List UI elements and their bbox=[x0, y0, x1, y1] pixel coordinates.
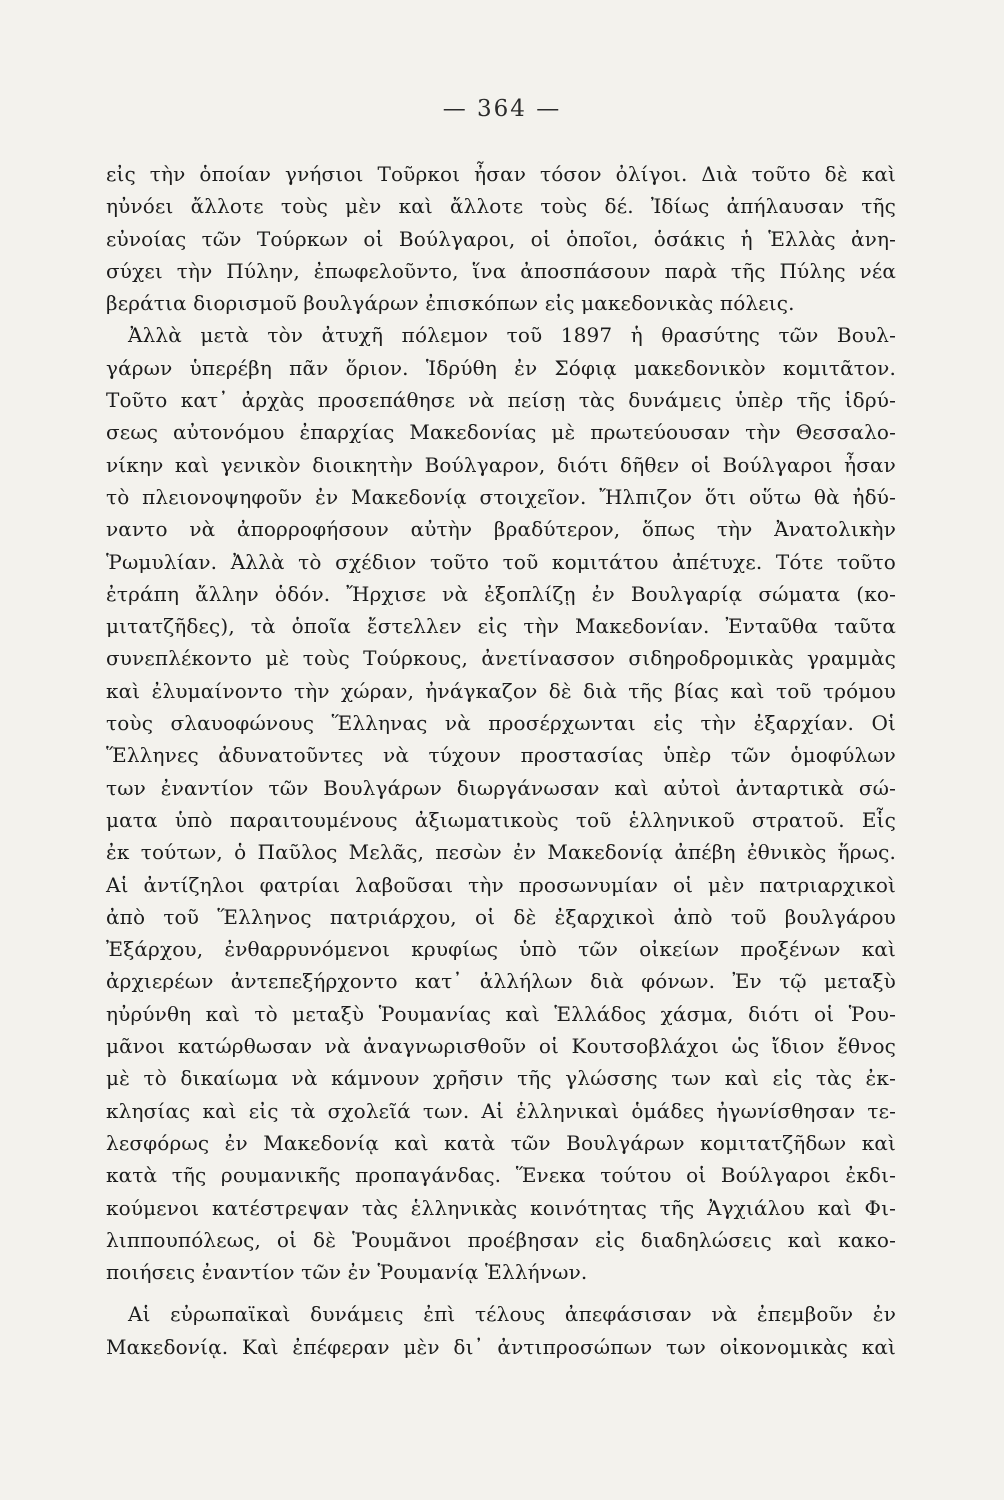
text-line: συνεπλέκοντο μὲ τοὺς Τούρκους, ἀνετίνασσον σιδηροδρομικὰς γραμμὰς bbox=[106, 646, 896, 671]
body-text bbox=[106, 158, 896, 1363]
text-line: εὐνοίας τῶν Τούρκων οἱ Βούλγαροι, οἱ ὁποῖοι, ὁσάκις ἡ Ἑλλὰς ἀνη- bbox=[106, 226, 896, 251]
text-line: κλησίας καὶ εἰς τὰ σχολεῖά των. Αἱ ἑλληνικαὶ ὁμάδες ἠγωνίσθησαν τε- bbox=[106, 1098, 896, 1123]
text-line: σεως αὐτονόμου ἐπαρχίας Μακεδονίας μὲ πρωτεύουσαν τὴν Θεσσαλο- bbox=[106, 420, 896, 445]
text-line: ποιήσεις ἐναντίον τῶν ἐν Ῥουμανίᾳ Ἑλλήνων. bbox=[106, 1260, 588, 1285]
text-line: ηὐνόει ἄλλοτε τοὺς μὲν καὶ ἄλλοτε τοὺς δέ. Ἰδίως ἀπήλαυσαν τῆς bbox=[106, 194, 896, 219]
text-line: Αἱ ἀντίζηλοι φατρίαι λαβοῦσαι τὴν προσωνυμίαν οἱ μὲν πατριαρχικοὶ bbox=[106, 872, 896, 897]
text-line: ματα ὑπὸ παραιτουμένους ἀξιωματικοὺς τοῦ ἑλληνικοῦ στρατοῦ. Εἷς bbox=[106, 807, 896, 832]
text-line: νίκην καὶ γενικὸν διοικητὴν Βούλγαρον, διότι δῆθεν οἱ Βούλγαροι ἦσαν bbox=[106, 452, 896, 477]
text-line: καὶ ἐλυμαίνοντο τὴν χώραν, ἠνάγκαζον δὲ διὰ τῆς βίας καὶ τοῦ τρόμου bbox=[106, 678, 896, 703]
text-line: εἰς τὴν ὁποίαν γνήσιοι Τοῦρκοι ἦσαν τόσον ὀλίγοι. Διὰ τοῦτο δὲ καὶ bbox=[106, 162, 896, 186]
text-line: Ἕλληνες ἀδυνατοῦντες νὰ τύχουν προστασίας ὑπὲρ τῶν ὁμοφύλων bbox=[106, 743, 896, 768]
text-line: τοὺς σλαυοφώνους Ἕλληνας νὰ προσέρχωνται εἰς τὴν ἐξαρχίαν. Οἱ bbox=[106, 711, 896, 736]
text-line: ηὐρύνθη καὶ τὸ μεταξὺ Ῥουμανίας καὶ Ἑλλάδος χάσμα, διότι οἱ Ῥου- bbox=[106, 1001, 896, 1026]
text-line: μὲ τὸ δικαίωμα νὰ κάμνουν χρῆσιν τῆς γλώσσης των καὶ εἰς τὰς ἐκ- bbox=[106, 1066, 896, 1091]
text-line: των ἐναντίον τῶν Βουλγάρων διωργάνωσαν καὶ αὐτοὶ ἀνταρτικὰ σώ- bbox=[106, 775, 896, 800]
text-line: λιππουπόλεως, οἱ δὲ Ῥουμᾶνοι προέβησαν εἰς διαδηλώσεις καὶ κακο- bbox=[106, 1227, 896, 1252]
text-line: ναντο νὰ ἀπορροφήσουν αὐτὴν βραδύτερον, ὅπως τὴν Ἀνατολικὴν bbox=[106, 517, 896, 542]
text-line: βεράτια διορισμοῦ βουλγάρων ἐπισκόπων εἰς μακεδονικὰς πόλεις. bbox=[106, 291, 795, 316]
text-line: Μακεδονίᾳ. Καὶ ἐπέφεραν μὲν δι᾽ ἀντιπροσώπων των οἰκονομικὰς καὶ bbox=[106, 1334, 896, 1359]
text-line: ἐτράπη ἄλλην ὁδόν. Ἤρχισε νὰ ἐξοπλίζῃ ἐν Βουλγαρίᾳ σώματα (κο- bbox=[106, 581, 896, 606]
text-line: κούμενοι κατέστρεψαν τὰς ἑλληνικὰς κοινότητας τῆς Ἀγχιάλου καὶ Φι- bbox=[106, 1195, 896, 1220]
text-line: κατὰ τῆς ρουμανικῆς προπαγάνδας. Ἕνεκα τούτου οἱ Βούλγαροι ἐκδι- bbox=[106, 1163, 896, 1188]
text-line: Ῥωμυλίαν. Ἀλλὰ τὸ σχέδιον τοῦτο τοῦ κομιτάτου ἀπέτυχε. Τότε τοῦτο bbox=[106, 549, 896, 574]
text-line: ἐκ τούτων, ὁ Παῦλος Μελᾶς, πεσὼν ἐν Μακεδονίᾳ ἀπέβη ἐθνικὸς ἥρως. bbox=[106, 840, 896, 865]
paragraph-start-line: Αἱ εὐρωπαϊκαὶ δυνάμεις ἐπὶ τέλους ἀπεφάσισαν νὰ ἐπεμβοῦν ἐν bbox=[128, 1302, 896, 1327]
paragraph-start-line: Ἀλλὰ μετὰ τὸν ἀτυχῆ πόλεμον τοῦ 1897 ἡ θρασύτης τῶν Βουλ- bbox=[128, 323, 896, 348]
text-line: μᾶνοι κατώρθωσαν νὰ ἀναγνωρισθοῦν οἱ Κουτσοβλάχοι ὡς ἴδιον ἔθνος bbox=[106, 1034, 896, 1059]
page-number: — 364 — bbox=[442, 96, 562, 122]
text-line: Ἐξάρχου, ἐνθαρρυνόμενοι κρυφίως ὑπὸ τῶν οἰκείων προξένων καὶ bbox=[106, 937, 896, 962]
text-line: ἀπὸ τοῦ Ἕλληνος πατριάρχου, οἱ δὲ ἐξαρχικοὶ ἀπὸ τοῦ βουλγάρου bbox=[106, 904, 896, 929]
text-line: μιτατζῆδες), τὰ ὁποῖα ἔστελλεν εἰς τὴν Μακεδονίαν. Ἐνταῦθα ταῦτα bbox=[106, 614, 896, 639]
text-line: σύχει τὴν Πύλην, ἐπωφελοῦντο, ἵνα ἀποσπάσουν παρὰ τῆς Πύλης νέα bbox=[106, 258, 896, 283]
text-line: Τοῦτο κατ᾽ ἀρχὰς προσεπάθησε νὰ πείσῃ τὰς δυνάμεις ὑπὲρ τῆς ἱδρύ- bbox=[106, 388, 896, 413]
text-line: γάρων ὑπερέβη πᾶν ὅριον. Ἱδρύθη ἐν Σόφιᾳ μακεδονικὸν κομιτᾶτον. bbox=[106, 355, 896, 380]
text-line: λεσφόρως ἐν Μακεδονίᾳ καὶ κατὰ τῶν Βουλγάρων κομιτατζῆδων καὶ bbox=[106, 1130, 896, 1155]
text-line: τὸ πλειονοψηφοῦν ἐν Μακεδονίᾳ στοιχεῖον. Ἤλπιζον ὅτι οὕτω θὰ ἠδύ- bbox=[106, 484, 896, 509]
text-line: ἀρχιερέων ἀντεπεξήρχοντο κατ᾽ ἀλλήλων διὰ φόνων. Ἐν τῷ μεταξὺ bbox=[106, 969, 896, 994]
